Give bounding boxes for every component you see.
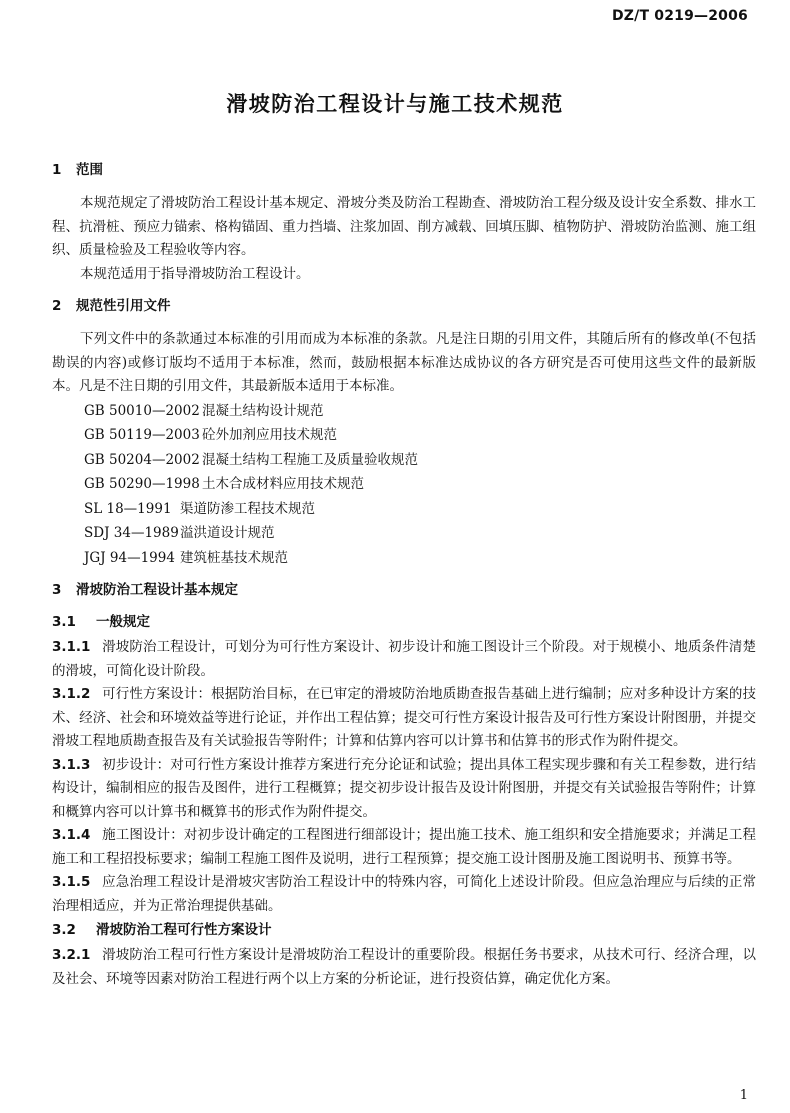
clause-3-1-2: 3.1.2 可行性方案设计：根据防治目标，在已审定的滑坡防治地质勘查报告基础上进行编制；应对多种设计方案的技术、经济、社会和环境效益等进行论证，并作出工程估算；提交可行性方案设计报告及可行性方案设计附图册，并提交滑坡工程地质勘查报告及有关试验报告等附件；计算和估算内容可以计算书和估算书的形式作为附件提交。 [52,686,756,749]
clause-3-2-1: 3.2.1 滑坡防治工程可行性方案设计是滑坡防治工程设计的重要阶段。根据任务书要求，从技术可行、经济合理，以及社会、环境等因素对防治工程进行两个以上方案的分析论证，进行投资估算，确定优化方案。 [52,947,756,987]
scope-paragraph-2: 本规范适用于指导滑坡防治工程设计。 [80,265,310,282]
clause-3-1-1: 3.1.1 滑坡防治工程设计，可划分为可行性方案设计、初步设计和施工图设计三个阶段。对于规模小、地质条件清楚的滑坡，可简化设计阶段。 [52,639,756,679]
reference-item: GB 50204—2002 混凝土结构工程施工及质量验收规范 [84,451,418,468]
references-intro: 下列文件中的条款通过本标准的引用而成为本标准的条款。凡是注日期的引用文件，其随后所有的修改单(不包括勘误的内容)或修订版均不适用于本标准，然而，鼓励根据本标准达成协议的各方研究是否可使用这些文件的最新版本。凡是不注日期的引用文件，其最新版本适用于本标准。 [52,331,756,394]
subsection-3-2-heading: 3.2 滑坡防治工程可行性方案设计 [52,922,272,938]
scope-paragraph-1: 本规范规定了滑坡防治工程设计基本规定、滑坡分类及防治工程勘查、滑坡防治工程分级及设计安全系数、排水工程、抗滑桩、预应力锚索、格构锚固、重力挡墙、注浆加固、削方减载、回填压脚、植物防护、滑坡防治监测、施工组织、质量检验及工程验收等内容。 [52,195,756,258]
section-number: 1 [52,162,62,178]
section-title: 滑坡防治工程设计基本规定 [76,582,238,598]
clause-3-1-4: 3.1.4 施工图设计：对初步设计确定的工程图进行细部设计；提出施工技术、施工组织和安全措施要求；并满足工程施工和工程招投标要求；编制工程施工图件及说明，进行工程预算；提交施工设计图册及施工图说明书、预算书等。 [52,827,756,867]
section-number: 3 [52,582,62,598]
standard-code: DZ/T 0219—2006 [611,8,748,24]
clause-3-1-5: 3.1.5 应急治理工程设计是滑坡灾害防治工程设计中的特殊内容，可简化上述设计阶段。但应急治理应与后续的正常治理相适应，并为正常治理提供基础。 [52,874,756,914]
section-number: 2 [52,298,62,314]
section-title: 范围 [76,162,103,178]
reference-item: GB 50290—1998 土木合成材料应用技术规范 [84,476,364,492]
document-body [52,160,756,991]
reference-item: SDJ 34—1989溢洪道设计规范 [84,525,275,541]
reference-item: JGJ 94—1994 建筑桩基技术规范 [84,549,288,566]
section-title: 规范性引用文件 [76,298,171,314]
section-2-heading [52,296,756,316]
reference-item: GB 50119—2003 砼外加剂应用技术规范 [84,427,337,443]
reference-list [52,399,756,571]
section-1-heading [52,160,756,180]
section-3-heading [52,580,756,600]
subsection-3-1-heading: 3.1 一般规定 [52,614,150,630]
document-title: 滑坡防治工程设计与施工技术规范 [226,92,564,116]
page-number: 1 [739,1088,748,1103]
clause-3-1-3: 3.1.3 初步设计：对可行性方案设计推荐方案进行充分论证和试验；提出具体工程实现步骤和有关工程参数，进行结构设计，编制相应的报告及图件，进行工程概算；提交初步设计报告及设计附图册，并提交有关试验报告等附件；计算和概算内容可以计算书和概算书的形式作为附件提交。 [52,756,756,820]
reference-item: SL 18—1991 渠道防渗工程技术规范 [84,500,315,517]
reference-item: GB 50010—2002 混凝土结构设计规范 [84,402,324,419]
